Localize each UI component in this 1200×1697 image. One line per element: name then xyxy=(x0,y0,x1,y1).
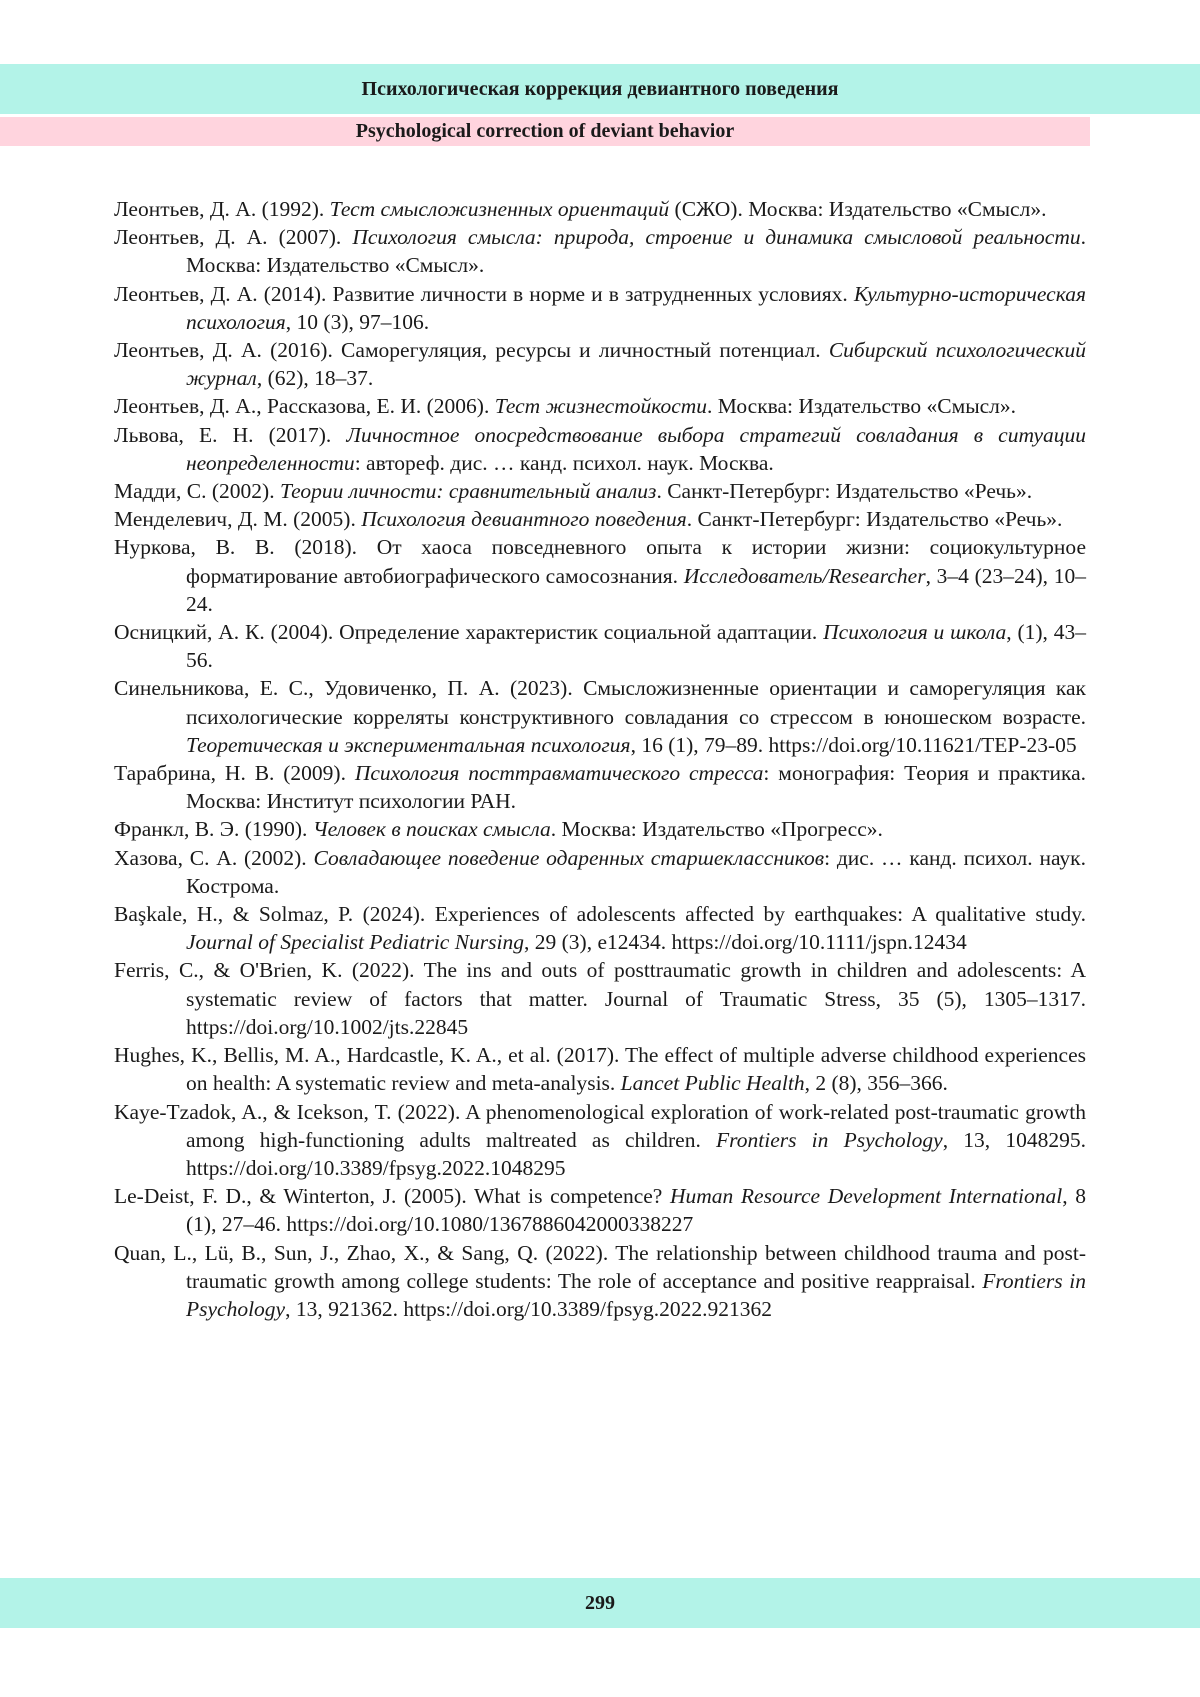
reference-entry: Леонтьев, Д. А. (2007). Психология смысла: природа, строение и динамика смысловой реальности. Москва: Издательство «Смысл». xyxy=(114,225,1086,278)
reference-entry: Леонтьев, Д. А. (1992). Тест смысложизненных ориентаций (СЖО). Москва: Издательство «Смысл». xyxy=(114,197,1047,221)
reference-entry: Леонтьев, Д. А. (2016). Саморегуляция, ресурсы и личностный потенциал. Сибирский психологический журнал, (62), 18–37. xyxy=(114,338,1086,391)
reference-entry: Синельникова, Е. С., Удовиченко, П. А. (2023). Смысложизненные ориентации и саморегуляция как психологические корреляты конструктивного совладания со стрессом в юношеском возрасте. Теоретическая и экспериментальная психология, 16 (1), 79–89. https://doi.org/10.11621/TEP-23-05 xyxy=(114,676,1086,757)
reference-entry: Hughes, K., Bellis, M. A., Hardcastle, K. A., et al. (2017). The effect of multiple adverse childhood experiences on health: A systematic review and meta-analysis. Lancet Public Health, 2 (8), 356–366. xyxy=(114,1043,1086,1096)
reference-entry: Мадди, С. (2002). Теории личности: сравнительный анализ. Санкт-Петербург: Издательство «Речь». xyxy=(114,479,1033,504)
page-footer xyxy=(0,1578,1200,1628)
reference-entry: Осницкий, А. К. (2004). Определение характеристик социальной адаптации. Психология и школа, (1), 43–56. xyxy=(114,620,1086,673)
reference-entry: Львова, Е. Н. (2017). Личностное опосредствование выбора стратегий совладания в ситуации неопределенности: автореф. дис. … канд. психол. наук. Москва. xyxy=(114,422,1086,475)
reference-entry: Франкл, В. Э. (1990). Человек в поисках смысла. Москва: Издательство «Прогресс». xyxy=(114,817,883,842)
reference-entry: Леонтьев, Д. А., Рассказова, Е. И. (2006). Тест жизнестойкости. Москва: Издательство «Смысл». xyxy=(114,394,1017,419)
reference-entry: Хазова, С. А. (2002). Совладающее поведение одаренных старшеклассников: дис. … канд. психол. наук. Кострома. xyxy=(114,845,1086,898)
page-number: 299 xyxy=(585,1591,615,1614)
reference-entry: Kaye-Tzadok, A., & Icekson, T. (2022). A phenomenological exploration of work-related post-traumatic growth among high-functioning adults maltreated as children. Frontiers in Psychology, 13, 1048295. https://doi.org/10.3389/fpsyg.2022.1048295 xyxy=(114,1099,1086,1180)
reference-list xyxy=(114,195,1086,1323)
running-header-ru xyxy=(0,64,1200,114)
reference-entry: Тарабрина, Н. В. (2009). Психология посттравматического стресса: монография: Теория и практика. Москва: Институт психологии РАН. xyxy=(114,761,1087,814)
reference-entry: Нуркова, В. В. (2018). От хаоса повседневного опыта к истории жизни: социокультурное форматирование автобиографического самосознания. Исследователь/Researcher, 3–4 (23–24), 10–24. xyxy=(114,535,1086,616)
reference-entry: Quan, L., Lü, B., Sun, J., Zhao, X., & Sang, Q. (2022). The relationship between childhood trauma and post-traumatic growth among college students: The role of acceptance and positive reappraisal. Frontiers in Psychology, 13, 921362. https://doi.org/10.3389/fpsyg.2022.921362 xyxy=(114,1240,1087,1321)
reference-entry: Менделевич, Д. М. (2005). Психология девиантного поведения. Санкт-Петербург: Издательство «Речь». xyxy=(114,507,1063,532)
journal-section-title-ru: Психологическая коррекция девиантного поведения xyxy=(361,77,839,100)
running-header-en xyxy=(0,117,1090,146)
reference-entry: Başkale, H., & Solmaz, P. (2024). Experiences of adolescents affected by earthquakes: A qualitative study. Journal of Specialist Pediatric Nursing, 29 (3), e12434. https://doi.org/10.1111/jspn.12434 xyxy=(114,902,1086,955)
reference-entry: Le-Deist, F. D., & Winterton, J. (2005). What is competence? Human Resource Development International, 8 (1), 27–46. https://doi.org/10.1080/1367886042000338227 xyxy=(114,1184,1086,1237)
reference-entry: Ferris, C., & O'Brien, K. (2022). The ins and outs of posttraumatic growth in children and adolescents: A systematic review of factors that matter. Journal of Traumatic Stress, 35 (5), 1305–1317. https://doi.org/10.1002/jts.22845 xyxy=(114,958,1086,1039)
reference-entry: Леонтьев, Д. А. (2014). Развитие личности в норме и в затрудненных условиях. Культурно-историческая психология, 10 (3), 97–106. xyxy=(114,281,1086,334)
journal-section-title-en: Psychological correction of deviant behavior xyxy=(355,120,735,142)
